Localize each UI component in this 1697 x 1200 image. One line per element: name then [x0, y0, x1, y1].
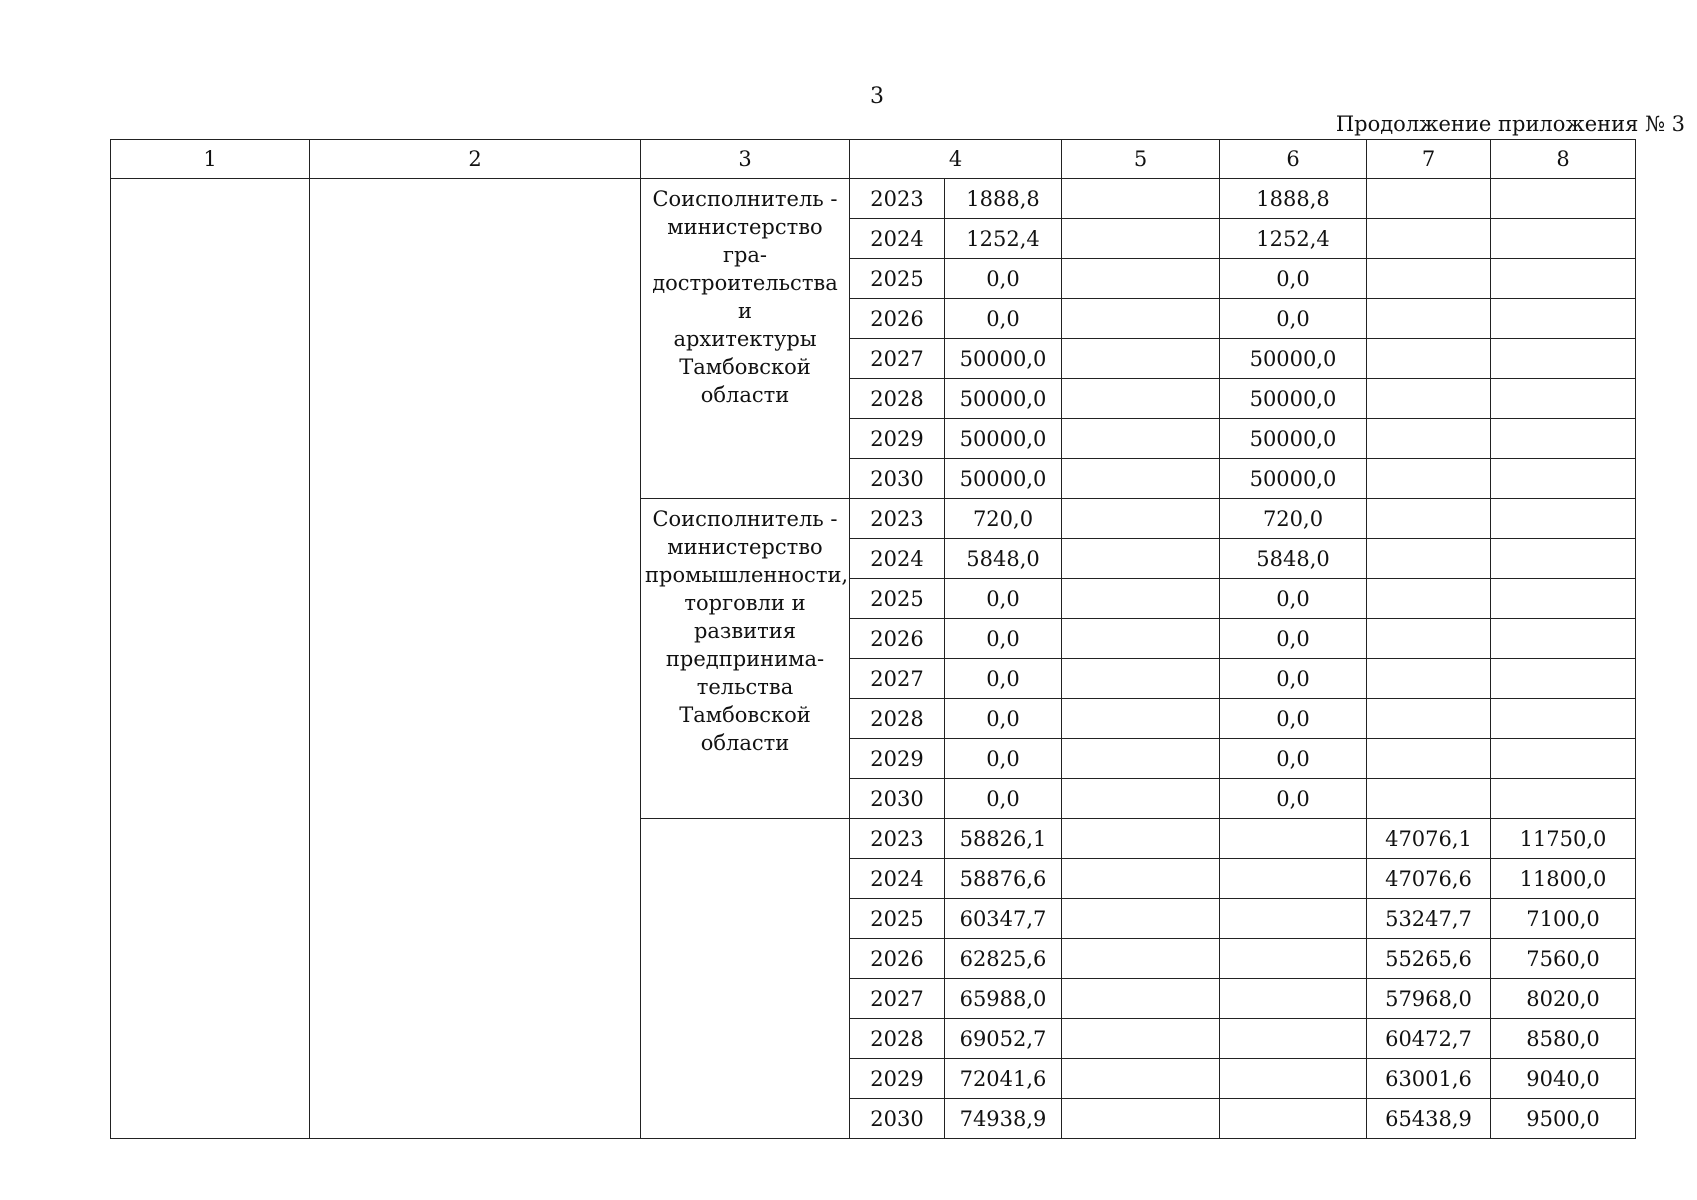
co-executor-line: торговли и [684, 591, 806, 615]
col5-cell [1062, 339, 1220, 379]
total-cell: 50000,0 [945, 379, 1062, 419]
col8-cell [1491, 419, 1636, 459]
col7-cell [1367, 659, 1491, 699]
year-cell: 2029 [850, 739, 945, 779]
total-cell: 72041,6 [945, 1059, 1062, 1099]
year-cell: 2029 [850, 419, 945, 459]
col5-cell [1062, 699, 1220, 739]
col7-cell [1367, 619, 1491, 659]
col5-cell [1062, 579, 1220, 619]
year-cell: 2028 [850, 379, 945, 419]
col7-cell: 65438,9 [1367, 1099, 1491, 1139]
col6-cell: 50000,0 [1220, 459, 1367, 499]
total-cell: 1888,8 [945, 179, 1062, 219]
co-executor-line: развития [693, 619, 797, 643]
col5-cell [1062, 979, 1220, 1019]
col6-cell: 50000,0 [1220, 379, 1367, 419]
year-cell: 2027 [850, 659, 945, 699]
col8-cell [1491, 299, 1636, 339]
total-cell: 0,0 [945, 579, 1062, 619]
col8-cell: 7100,0 [1491, 899, 1636, 939]
year-cell: 2027 [850, 339, 945, 379]
co-executor-line: Соисполнитель - [652, 507, 838, 531]
total-cell: 50000,0 [945, 419, 1062, 459]
col7-cell: 57968,0 [1367, 979, 1491, 1019]
year-cell: 2030 [850, 1099, 945, 1139]
header-cell-4: 4 [850, 140, 1062, 179]
col8-cell: 8580,0 [1491, 1019, 1636, 1059]
year-cell: 2026 [850, 939, 945, 979]
co-executor-cell [641, 499, 850, 819]
year-cell: 2023 [850, 819, 945, 859]
total-cell: 0,0 [945, 739, 1062, 779]
total-cell: 50000,0 [945, 459, 1062, 499]
col8-cell [1491, 619, 1636, 659]
col6-cell: 0,0 [1220, 699, 1367, 739]
col7-cell [1367, 779, 1491, 819]
col2-cell [310, 179, 641, 1139]
total-cell: 0,0 [945, 699, 1062, 739]
col8-cell: 7560,0 [1491, 939, 1636, 979]
col6-cell: 720,0 [1220, 499, 1367, 539]
total-cell: 58876,6 [945, 859, 1062, 899]
col8-cell [1491, 219, 1636, 259]
col5-cell [1062, 459, 1220, 499]
co-executor-line: министерство гра- [667, 215, 823, 267]
col7-cell [1367, 339, 1491, 379]
col1-cell [111, 179, 310, 1139]
total-cell: 62825,6 [945, 939, 1062, 979]
total-cell: 720,0 [945, 499, 1062, 539]
col7-cell [1367, 419, 1491, 459]
col8-cell: 8020,0 [1491, 979, 1636, 1019]
year-cell: 2028 [850, 699, 945, 739]
table-row [111, 179, 1636, 219]
total-cell: 0,0 [945, 619, 1062, 659]
col7-cell [1367, 539, 1491, 579]
col5-cell [1062, 419, 1220, 459]
header-row [111, 140, 1636, 179]
col5-cell [1062, 299, 1220, 339]
total-cell: 69052,7 [945, 1019, 1062, 1059]
total-cell: 74938,9 [945, 1099, 1062, 1139]
col8-cell: 11750,0 [1491, 819, 1636, 859]
col7-cell [1367, 259, 1491, 299]
col5-cell [1062, 819, 1220, 859]
co-executor-line: министерство [667, 535, 823, 559]
col5-cell [1062, 1019, 1220, 1059]
col6-cell [1220, 1099, 1367, 1139]
header-cell-8: 8 [1491, 140, 1636, 179]
co-executor-line: Тамбовской [679, 703, 811, 727]
col7-cell [1367, 379, 1491, 419]
total-cell: 0,0 [945, 659, 1062, 699]
col8-cell [1491, 539, 1636, 579]
total-cell: 5848,0 [945, 539, 1062, 579]
col5-cell [1062, 1059, 1220, 1099]
col7-cell [1367, 179, 1491, 219]
total-cell: 50000,0 [945, 339, 1062, 379]
col6-cell [1220, 1059, 1367, 1099]
year-cell: 2025 [850, 579, 945, 619]
total-cell: 0,0 [945, 299, 1062, 339]
col6-cell: 50000,0 [1220, 419, 1367, 459]
col7-cell [1367, 459, 1491, 499]
col5-cell [1062, 259, 1220, 299]
col6-cell: 0,0 [1220, 579, 1367, 619]
col7-cell: 53247,7 [1367, 899, 1491, 939]
year-cell: 2024 [850, 219, 945, 259]
year-cell: 2026 [850, 619, 945, 659]
year-cell: 2029 [850, 1059, 945, 1099]
co-executor-cell [641, 179, 850, 499]
col8-cell [1491, 739, 1636, 779]
col6-cell [1220, 979, 1367, 1019]
year-cell: 2026 [850, 299, 945, 339]
col5-cell [1062, 379, 1220, 419]
co-executor-line: области [700, 383, 790, 407]
col8-cell: 11800,0 [1491, 859, 1636, 899]
col6-cell: 1252,4 [1220, 219, 1367, 259]
funding-table [110, 139, 1636, 1139]
col7-cell [1367, 699, 1491, 739]
col6-cell: 0,0 [1220, 739, 1367, 779]
header-cell-3: 3 [641, 140, 850, 179]
year-cell: 2028 [850, 1019, 945, 1059]
col8-cell [1491, 699, 1636, 739]
col5-cell [1062, 939, 1220, 979]
co-executor-cell [641, 819, 850, 1139]
year-cell: 2030 [850, 459, 945, 499]
col6-cell: 0,0 [1220, 259, 1367, 299]
co-executor-line: тельства [696, 675, 794, 699]
year-cell: 2030 [850, 779, 945, 819]
col5-cell [1062, 219, 1220, 259]
total-cell: 60347,7 [945, 899, 1062, 939]
col8-cell: 9040,0 [1491, 1059, 1636, 1099]
col6-cell: 1888,8 [1220, 179, 1367, 219]
col7-cell [1367, 739, 1491, 779]
page-number: 3 [870, 84, 884, 109]
col7-cell: 47076,1 [1367, 819, 1491, 859]
year-cell: 2023 [850, 179, 945, 219]
year-cell: 2024 [850, 539, 945, 579]
header-cell-1: 1 [111, 140, 310, 179]
col8-cell [1491, 779, 1636, 819]
header-cell-2: 2 [310, 140, 641, 179]
col6-cell: 0,0 [1220, 299, 1367, 339]
col8-cell [1491, 179, 1636, 219]
co-executor-line: архитектуры [673, 327, 817, 351]
co-executor-line: Тамбовской [679, 355, 811, 379]
total-cell: 0,0 [945, 779, 1062, 819]
col6-cell [1220, 819, 1367, 859]
col5-cell [1062, 859, 1220, 899]
year-cell: 2025 [850, 259, 945, 299]
col5-cell [1062, 179, 1220, 219]
col6-cell: 0,0 [1220, 779, 1367, 819]
col8-cell: 9500,0 [1491, 1099, 1636, 1139]
co-executor-line: предпринима- [665, 647, 825, 671]
col5-cell [1062, 1099, 1220, 1139]
col5-cell [1062, 899, 1220, 939]
header-cell-7: 7 [1367, 140, 1491, 179]
col8-cell [1491, 459, 1636, 499]
col7-cell [1367, 499, 1491, 539]
col6-cell: 0,0 [1220, 659, 1367, 699]
total-cell: 65988,0 [945, 979, 1062, 1019]
col6-cell: 0,0 [1220, 619, 1367, 659]
col5-cell [1062, 739, 1220, 779]
col5-cell [1062, 619, 1220, 659]
col7-cell: 47076,6 [1367, 859, 1491, 899]
col8-cell [1491, 339, 1636, 379]
year-cell: 2023 [850, 499, 945, 539]
year-cell: 2025 [850, 899, 945, 939]
co-executor-line: промышленности, [645, 563, 849, 587]
col5-cell [1062, 499, 1220, 539]
header-cell-5: 5 [1062, 140, 1220, 179]
co-executor-line: достроительства и [652, 271, 838, 323]
col6-cell [1220, 859, 1367, 899]
co-executor-line: Соисполнитель - [652, 187, 838, 211]
continuation-label: Продолжение приложения № 3 [1335, 112, 1685, 136]
col7-cell: 63001,6 [1367, 1059, 1491, 1099]
col7-cell: 55265,6 [1367, 939, 1491, 979]
col5-cell [1062, 659, 1220, 699]
col8-cell [1491, 259, 1636, 299]
year-cell: 2024 [850, 859, 945, 899]
total-cell: 1252,4 [945, 219, 1062, 259]
header-cell-6: 6 [1220, 140, 1367, 179]
col8-cell [1491, 659, 1636, 699]
col7-cell: 60472,7 [1367, 1019, 1491, 1059]
col5-cell [1062, 779, 1220, 819]
col7-cell [1367, 579, 1491, 619]
year-cell: 2027 [850, 979, 945, 1019]
col8-cell [1491, 499, 1636, 539]
col5-cell [1062, 539, 1220, 579]
total-cell: 58826,1 [945, 819, 1062, 859]
co-executor-line: области [700, 731, 790, 755]
col6-cell [1220, 1019, 1367, 1059]
col6-cell: 5848,0 [1220, 539, 1367, 579]
col8-cell [1491, 579, 1636, 619]
col6-cell: 50000,0 [1220, 339, 1367, 379]
col7-cell [1367, 219, 1491, 259]
col6-cell [1220, 939, 1367, 979]
col7-cell [1367, 299, 1491, 339]
col8-cell [1491, 379, 1636, 419]
total-cell: 0,0 [945, 259, 1062, 299]
col6-cell [1220, 899, 1367, 939]
